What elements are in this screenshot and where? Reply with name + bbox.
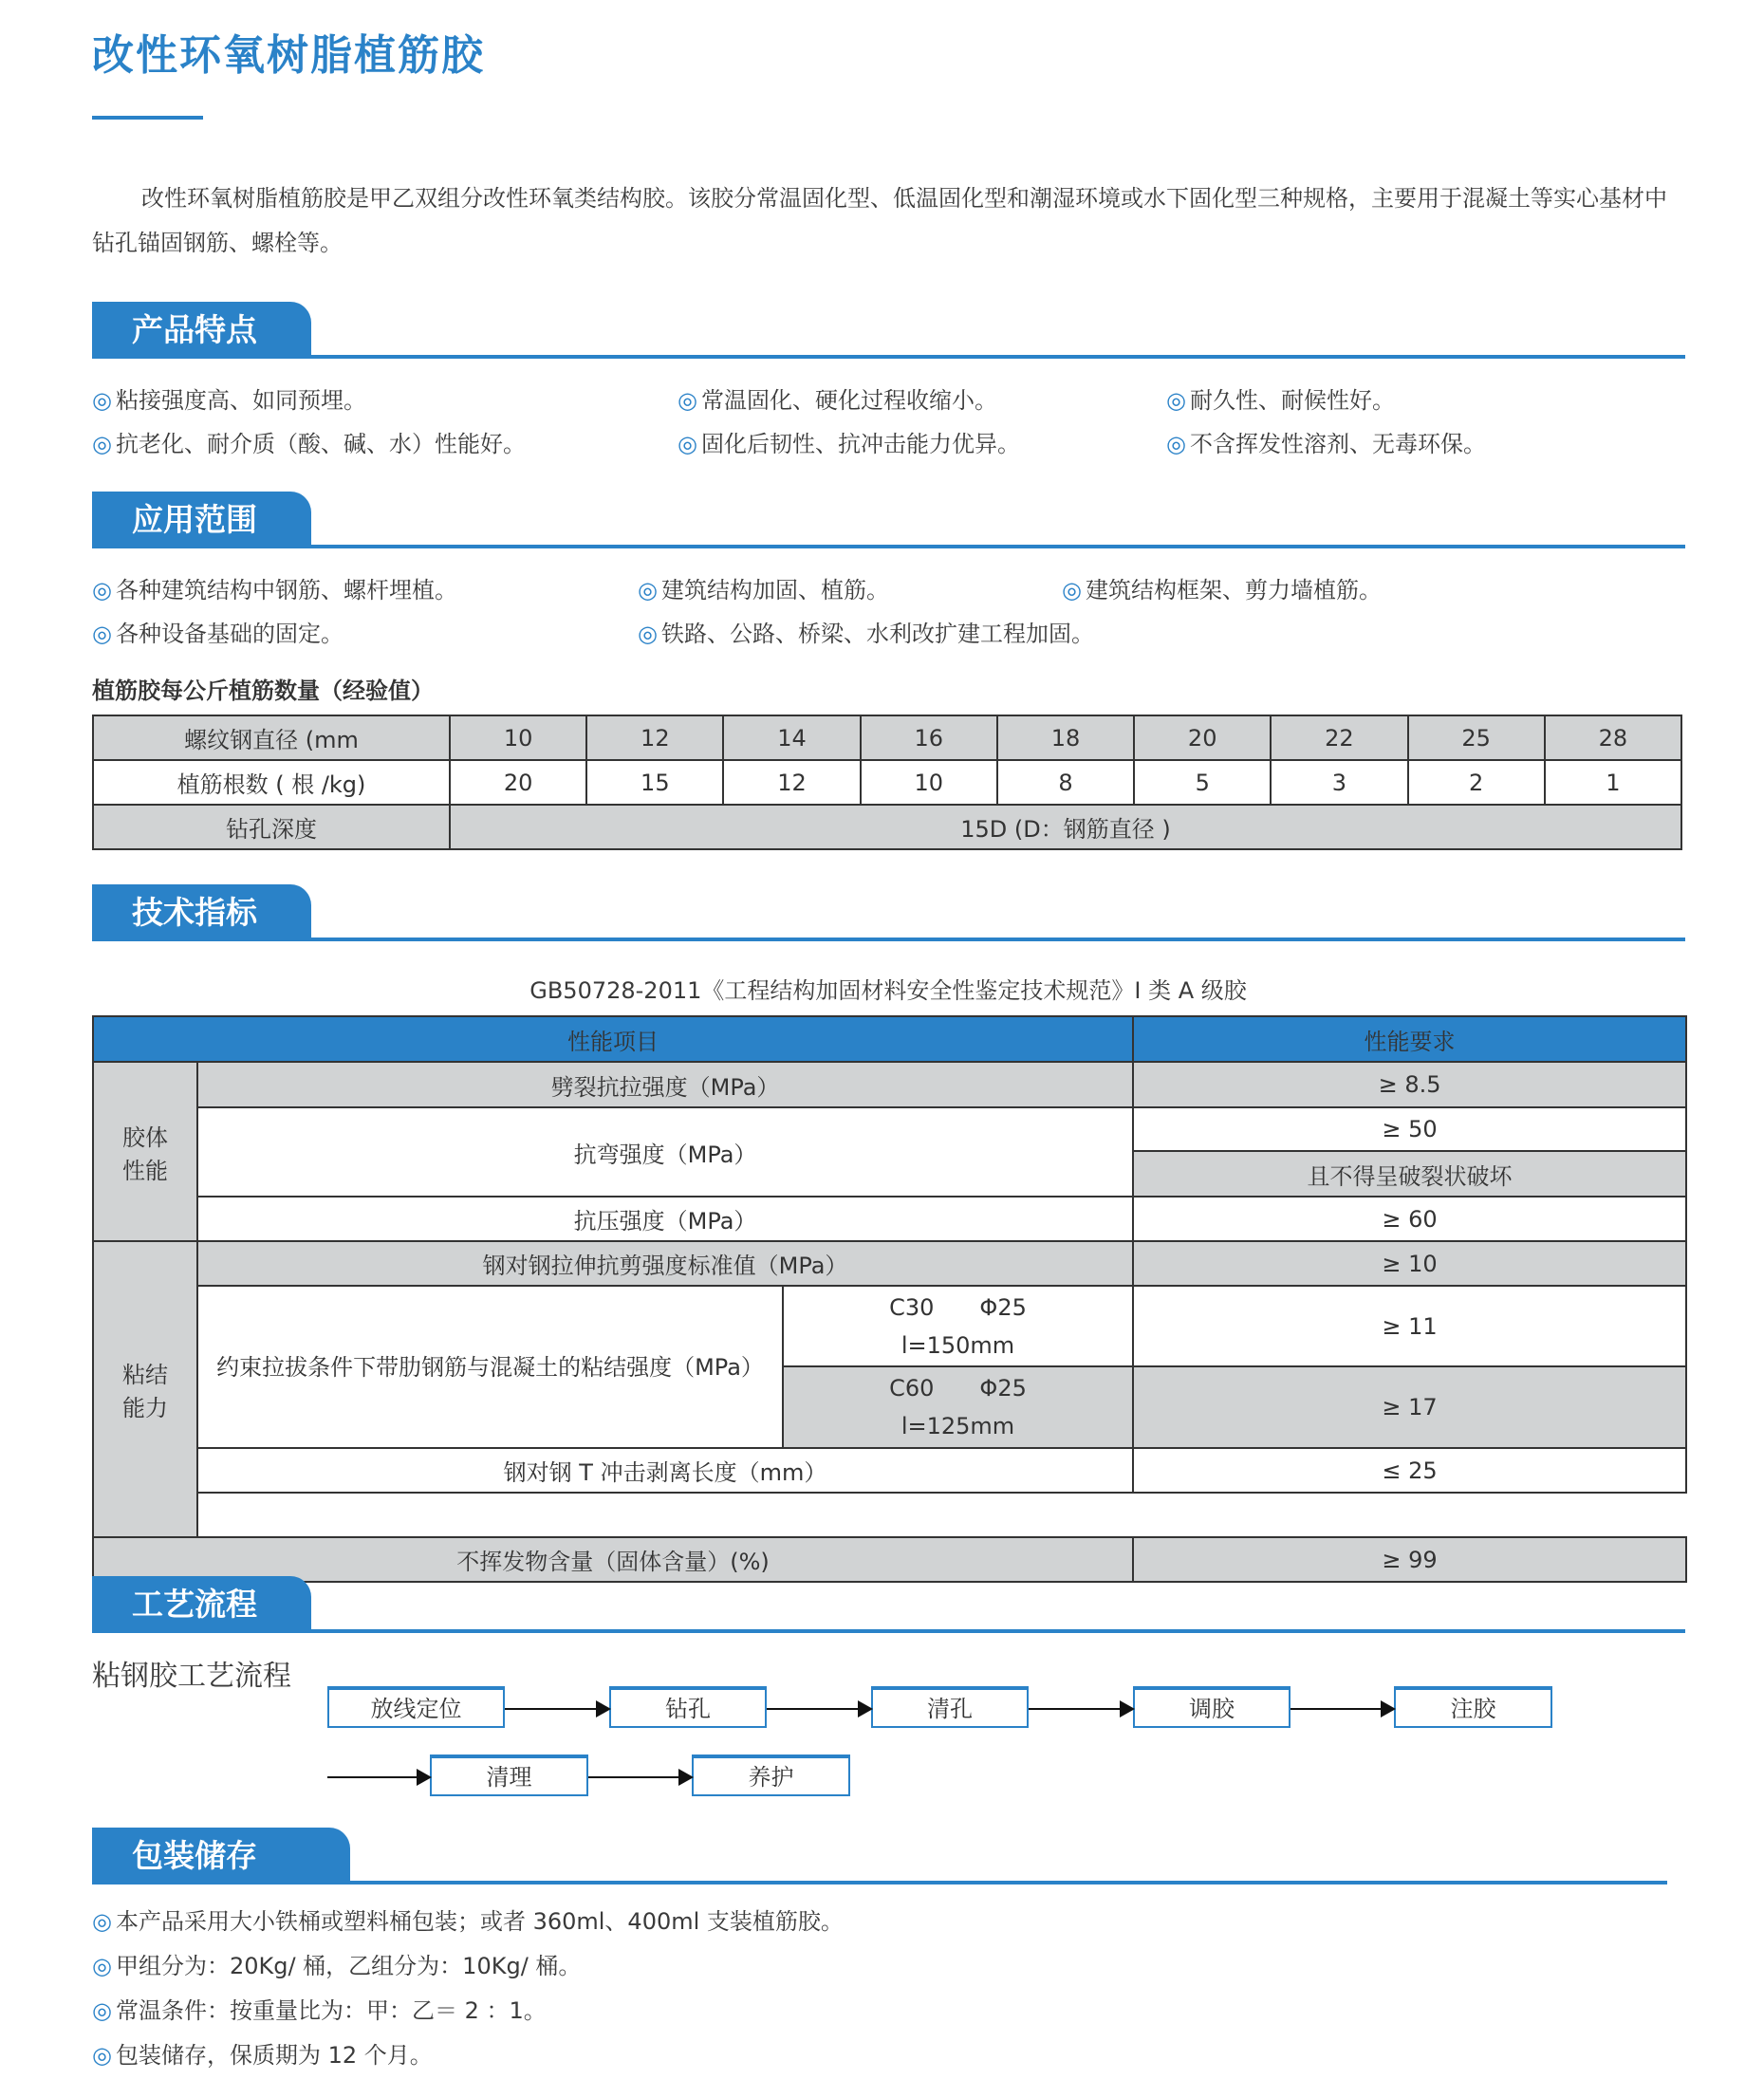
spec-value: ≥ 60 (1133, 1197, 1686, 1241)
process-step: 清理 (430, 1755, 588, 1796)
section-title: 工艺流程 (92, 1576, 311, 1633)
divider (92, 1881, 1667, 1884)
diameter-cell: 18 (997, 715, 1134, 760)
bullet-icon: ◎ (92, 2042, 112, 2069)
count-cell: 3 (1271, 760, 1407, 805)
diameter-cell: 28 (1545, 715, 1681, 760)
diameter-cell: 20 (1134, 715, 1271, 760)
spec-name: 钢对钢拉伸抗剪强度标准值（MPa） (197, 1241, 1133, 1286)
bullet-icon: ◎ (678, 431, 697, 457)
item-text: 铁路、公路、桥梁、水利改扩建工程加固。 (660, 621, 1094, 647)
bullet-icon: ◎ (92, 577, 112, 603)
row-label: 植筋根数 ( 根 /kg) (93, 760, 450, 805)
process-step: 钻孔 (609, 1686, 767, 1728)
arrow-right-icon (505, 1708, 609, 1710)
item-text: 本产品采用大小铁桶或塑料桶包装；或者 360ml、400ml 支装植筋胶。 (115, 1908, 844, 1935)
item-text: 建筑结构框架、剪力墙植筋。 (1085, 577, 1382, 603)
list-item (92, 571, 457, 604)
header-item: 性能项目 (93, 1016, 1133, 1062)
drill-depth: 15D (D：钢筋直径 ) (450, 805, 1681, 849)
count-cell: 15 (586, 760, 723, 805)
list-item (678, 425, 1020, 458)
bullet-icon: ◎ (92, 621, 112, 647)
row-label: 螺纹钢直径 (mm (93, 715, 450, 760)
spec-name: 劈裂抗拉强度（MPa） (197, 1062, 1133, 1107)
list-item (1166, 425, 1486, 458)
section-process-header (92, 1576, 1685, 1633)
spec-name: 约束拉拔条件下带肋钢筋与混凝土的粘结强度（MPa） (197, 1286, 783, 1448)
count-cell: 5 (1134, 760, 1271, 805)
list-item (92, 381, 366, 415)
list-item (92, 1903, 844, 1936)
spec-name: 抗压强度（MPa） (197, 1197, 1133, 1241)
item-text: 甲组分为：20Kg/ 桶，乙组分为：10Kg/ 桶。 (115, 1953, 582, 1979)
list-item (92, 1992, 547, 2025)
divider (92, 545, 1685, 548)
spec-value: ≥ 50 (1133, 1107, 1686, 1151)
item-text: 固化后韧性、抗冲击能力优异。 (700, 431, 1020, 457)
group-colloid: 胶体 性能 (93, 1062, 197, 1241)
spec-value: ≤ 25 (1133, 1448, 1686, 1493)
diameter-cell: 10 (450, 715, 586, 760)
row-label: 钻孔深度 (93, 805, 450, 849)
section-applications-header (92, 492, 1685, 548)
arrow-right-icon (767, 1708, 871, 1710)
item-text: 常温固化、硬化过程收缩小。 (700, 387, 997, 414)
list-item (678, 381, 997, 415)
process-step: 调胶 (1133, 1686, 1291, 1728)
count-cell: 8 (997, 760, 1134, 805)
process-subtitle: 粘钢胶工艺流程 (92, 1660, 291, 1693)
bullet-icon: ◎ (92, 1953, 112, 1979)
bullet-icon: ◎ (92, 387, 112, 414)
arrow-right-icon (1029, 1708, 1133, 1710)
rebar-table (92, 715, 1682, 850)
spec-name: 抗弯强度（MPa） (197, 1107, 1133, 1197)
section-title: 产品特点 (92, 302, 311, 359)
bullet-icon: ◎ (638, 621, 658, 647)
standard-caption: GB50728-2011《工程结构加固材料安全性鉴定技术规范》I 类 A 级胶 (529, 977, 1247, 1004)
process-step: 养护 (692, 1755, 850, 1796)
spec-value: ≥ 11 (1133, 1286, 1686, 1366)
count-cell: 10 (861, 760, 997, 805)
list-item (638, 615, 1094, 648)
divider (92, 938, 1685, 941)
diameter-cell: 22 (1271, 715, 1407, 760)
arrow-right-icon (327, 1776, 430, 1778)
bullet-icon: ◎ (1166, 431, 1186, 457)
divider (92, 1629, 1685, 1633)
header-requirement: 性能要求 (1133, 1016, 1686, 1062)
item-text: 常温条件：按重量比为：甲：乙＝ 2 ：1。 (115, 1997, 547, 2024)
spec-condition: C60 Φ25 l=125mm (783, 1366, 1133, 1448)
spec-value: ≥ 10 (1133, 1241, 1686, 1286)
count-cell: 12 (723, 760, 860, 805)
rebar-table-title: 植筋胶每公斤植筋数量（经验值） (92, 678, 434, 704)
spec-value: ≥ 8.5 (1133, 1062, 1686, 1107)
diameter-cell: 16 (861, 715, 997, 760)
section-features-header (92, 302, 1685, 359)
process-step: 放线定位 (327, 1686, 505, 1728)
item-text: 各种设备基础的固定。 (115, 621, 344, 647)
item-text: 不含挥发性溶剂、无毒环保。 (1189, 431, 1486, 457)
bullet-icon: ◎ (1166, 387, 1186, 414)
item-text: 耐久性、耐候性好。 (1189, 387, 1395, 414)
section-title: 包装储存 (92, 1828, 350, 1884)
bullet-icon: ◎ (638, 577, 658, 603)
title-underline (92, 116, 203, 120)
bullet-icon: ◎ (92, 431, 112, 457)
diameter-cell: 12 (586, 715, 723, 760)
bullet-icon: ◎ (678, 387, 697, 414)
list-item (92, 425, 526, 458)
diameter-cell: 25 (1408, 715, 1545, 760)
bullet-icon: ◎ (92, 1997, 112, 2024)
spec-value: ≥ 17 (1133, 1366, 1686, 1448)
item-text: 包装储存，保质期为 12 个月。 (115, 2042, 433, 2069)
count-cell: 20 (450, 760, 586, 805)
group-bond: 粘结 能力 (93, 1241, 197, 1537)
section-packaging-header (92, 1828, 1667, 1884)
page-title: 改性环氧树脂植筋胶 (92, 31, 485, 80)
spec-condition: C30 Φ25 l=150mm (783, 1286, 1133, 1366)
count-cell: 2 (1408, 760, 1545, 805)
item-text: 各种建筑结构中钢筋、螺杆埋植。 (115, 577, 457, 603)
list-item (92, 615, 344, 648)
diameter-cell: 14 (723, 715, 860, 760)
list-item (1062, 571, 1382, 604)
tech-spec-table (92, 1015, 1687, 1583)
section-title: 技术指标 (92, 884, 311, 941)
bullet-icon: ◎ (1062, 577, 1082, 603)
list-item (92, 1947, 581, 1980)
process-step: 注胶 (1394, 1686, 1552, 1728)
item-text: 建筑结构加固、植筋。 (660, 577, 889, 603)
section-tech-header (92, 884, 1685, 941)
list-item (638, 571, 889, 604)
list-item (92, 2036, 433, 2070)
process-step: 清孔 (871, 1686, 1029, 1728)
list-item (1166, 381, 1395, 415)
spec-value: ≥ 99 (1133, 1537, 1686, 1582)
spec-name: 不挥发物含量（固体含量）(%) (93, 1537, 1133, 1582)
arrow-right-icon (1291, 1708, 1394, 1710)
count-cell: 1 (1545, 760, 1681, 805)
spec-name: 钢对钢 T 冲击剥离长度（mm） (197, 1448, 1133, 1493)
item-text: 抗老化、耐介质（酸、碱、水）性能好。 (115, 431, 526, 457)
spec-value: 且不得呈破裂状破坏 (1133, 1151, 1686, 1197)
section-title: 应用范围 (92, 492, 311, 548)
intro-paragraph: 改性环氧树脂植筋胶是甲乙双组分改性环氧类结构胶。该胶分常温固化型、低温固化型和潮湿环境或水下固化型三种规格，主要用于混凝土等实心基材中钻孔锚固钢筋、螺栓等。 (92, 185, 1667, 256)
bullet-icon: ◎ (92, 1908, 112, 1935)
arrow-right-icon (588, 1776, 692, 1778)
divider (92, 355, 1685, 359)
item-text: 粘接强度高、如同预埋。 (115, 387, 366, 414)
